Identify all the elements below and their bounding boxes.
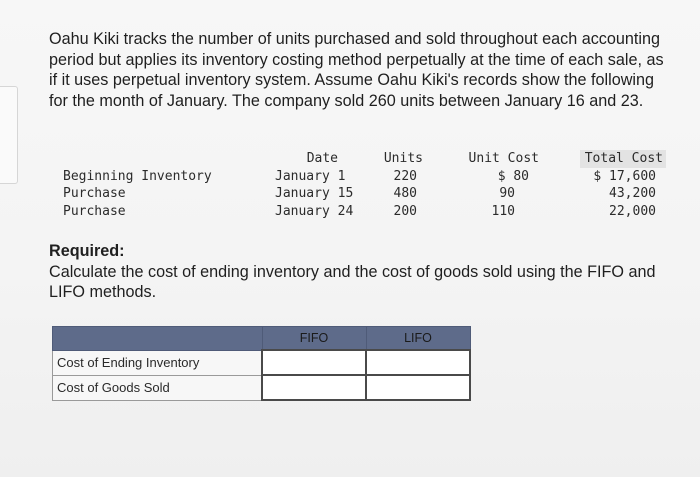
header-fifo: FIFO [262, 327, 366, 351]
required-label: Required: [49, 242, 125, 260]
fifo-cogs-input[interactable] [262, 375, 366, 400]
table-row [53, 375, 471, 400]
row-unit-cost: 110 [491, 203, 515, 219]
fifo-ending-inventory-input[interactable] [262, 350, 366, 375]
row-date: January 24 [275, 203, 354, 219]
table-row [53, 350, 471, 375]
row-total-cost: 43,200 [609, 186, 656, 201]
row-units: 200 [393, 203, 417, 219]
header-blank-cell [53, 327, 263, 351]
row-unit-cost: 90 [499, 186, 515, 201]
row-label: Purchase [63, 186, 126, 201]
row-unit-cost: $ 80 [497, 168, 529, 184]
lifo-ending-inventory-input[interactable] [366, 350, 470, 375]
problem-statement: Oahu Kiki tracks the number of units purchased and sold throughout each accounting period but applies its inventory costing method perpetually at the time of each sale, as if it uses perpetual inventory system. Assume Oahu Kiki's records show the following for the month of January. The company sold 260 units between January 16 and 23. [49, 30, 664, 110]
header-total-cost: Total Cost [580, 150, 666, 168]
lifo-cogs-input[interactable] [366, 375, 470, 400]
header-unit-cost: Unit Cost [468, 151, 539, 166]
required-section [49, 241, 679, 303]
row-label: Purchase [63, 203, 126, 219]
required-text: Calculate the cost of ending inventory and the cost of goods sold using the FIFO and LIFO methods. [49, 262, 656, 301]
row-label: Beginning Inventory [63, 168, 212, 184]
answer-table [52, 326, 471, 401]
row-label-ending-inventory: Cost of Ending Inventory [53, 350, 263, 375]
row-units: 220 [393, 168, 417, 184]
header-units: Units [383, 151, 423, 166]
row-date: January 15 [275, 186, 354, 201]
row-units: 480 [393, 186, 417, 201]
partial-left-box [0, 86, 18, 184]
row-date: January 1 [275, 168, 346, 184]
row-label-cogs: Cost of Goods Sold [53, 375, 263, 400]
header-lifo: LIFO [366, 327, 470, 351]
row-total-cost: 22,000 [609, 203, 656, 219]
row-total-cost: $ 17,600 [593, 168, 656, 184]
header-date: Date [306, 151, 338, 166]
answer-table-header [53, 327, 471, 351]
